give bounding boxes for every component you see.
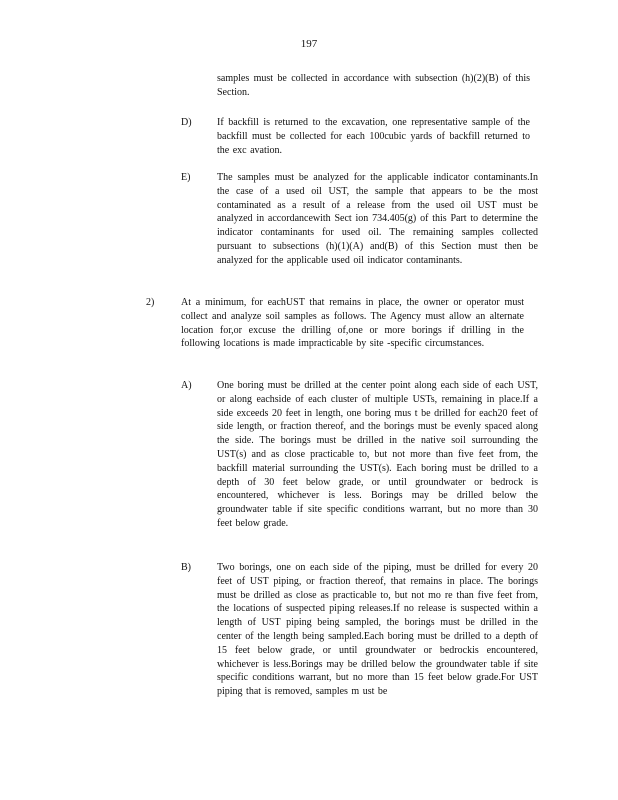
continuation-paragraph: samples must be collected in accordance with subsection (h)(2)(B) of this Section. [217,73,530,98]
item-label-d: D) [181,117,192,128]
item-text-d: If backfill is returned to the excavation, one representative sample of the backfill must be collected for each 100cubic yards of backfill returned to the exc avation. [217,117,530,156]
item-text-e: The samples must be analyzed for the applicable indicator contaminants.In the case of a used oil UST, the sample that appears to be the most contaminated as a result of a release from the used oil UST must be analyzed in accordancewith Sect ion 734.405(g) of this Part to determine the indicator contaminants for used oil. The remaining samples collected pursuant to subsections (h)(1)(A) and(B) of this Section must then be analyzed for the applicable used oil indicator contaminants. [217,172,538,266]
sub-item-label-a: A) [181,380,192,391]
sub-item-text-b: Two borings, one on each side of the piping, must be drilled for every 20 feet of UST piping, or fraction thereof, that remains in place. The borings must be drilled as close as practicable to, but not mo re than five feet from, the locations of suspected piping releases.If no release is suspected within a length of UST piping being sampled, the borings must be drilled in the center of the length being sampled.Each boring must be drilled to a depth of 15 feet below grade, or until groundwater or bedrockis encountered, whichever is less.Borings may be drilled below the groundwater table if site specific conditions warrant, but no more than 15 feet below grade.For UST piping that is removed, samples m ust be [217,562,538,698]
page-number: 197 [300,38,318,50]
sub-item-text-a: One boring must be drilled at the center point along each side of each UST, or along eachside of each cluster of multiple USTs, remaining in place.If a side exceeds 20 feet in length, one boring mus t be drilled for each20 feet of side length, or fraction thereof, and the borings must be evenly spaced along the side. The borings must be drilled in the native soil surrounding the UST(s) and as close practicable to, but not more than five feet from, the backfill material surrounding the UST(s). Each boring must be drilled to a depth of 30 feet below grade, or until groundwater or bedrock is encountered, whichever is less. Borings may be drilled below the groundwater table if site specific conditions warrant, but no more than 30 feet below grade. [217,380,538,529]
item-label-2: 2) [146,297,155,308]
sub-item-label-b: B) [181,562,191,573]
item-label-e: E) [181,172,191,183]
item-text-2: At a minimum, for eachUST that remains in place, the owner or operator must collect and analyze soil samples as follows. The Agency must allow an alternate location for,or excuse the drilling of,one or more borings if drilling in the following locations is made impracticable by site -specific circumstances. [181,297,524,350]
